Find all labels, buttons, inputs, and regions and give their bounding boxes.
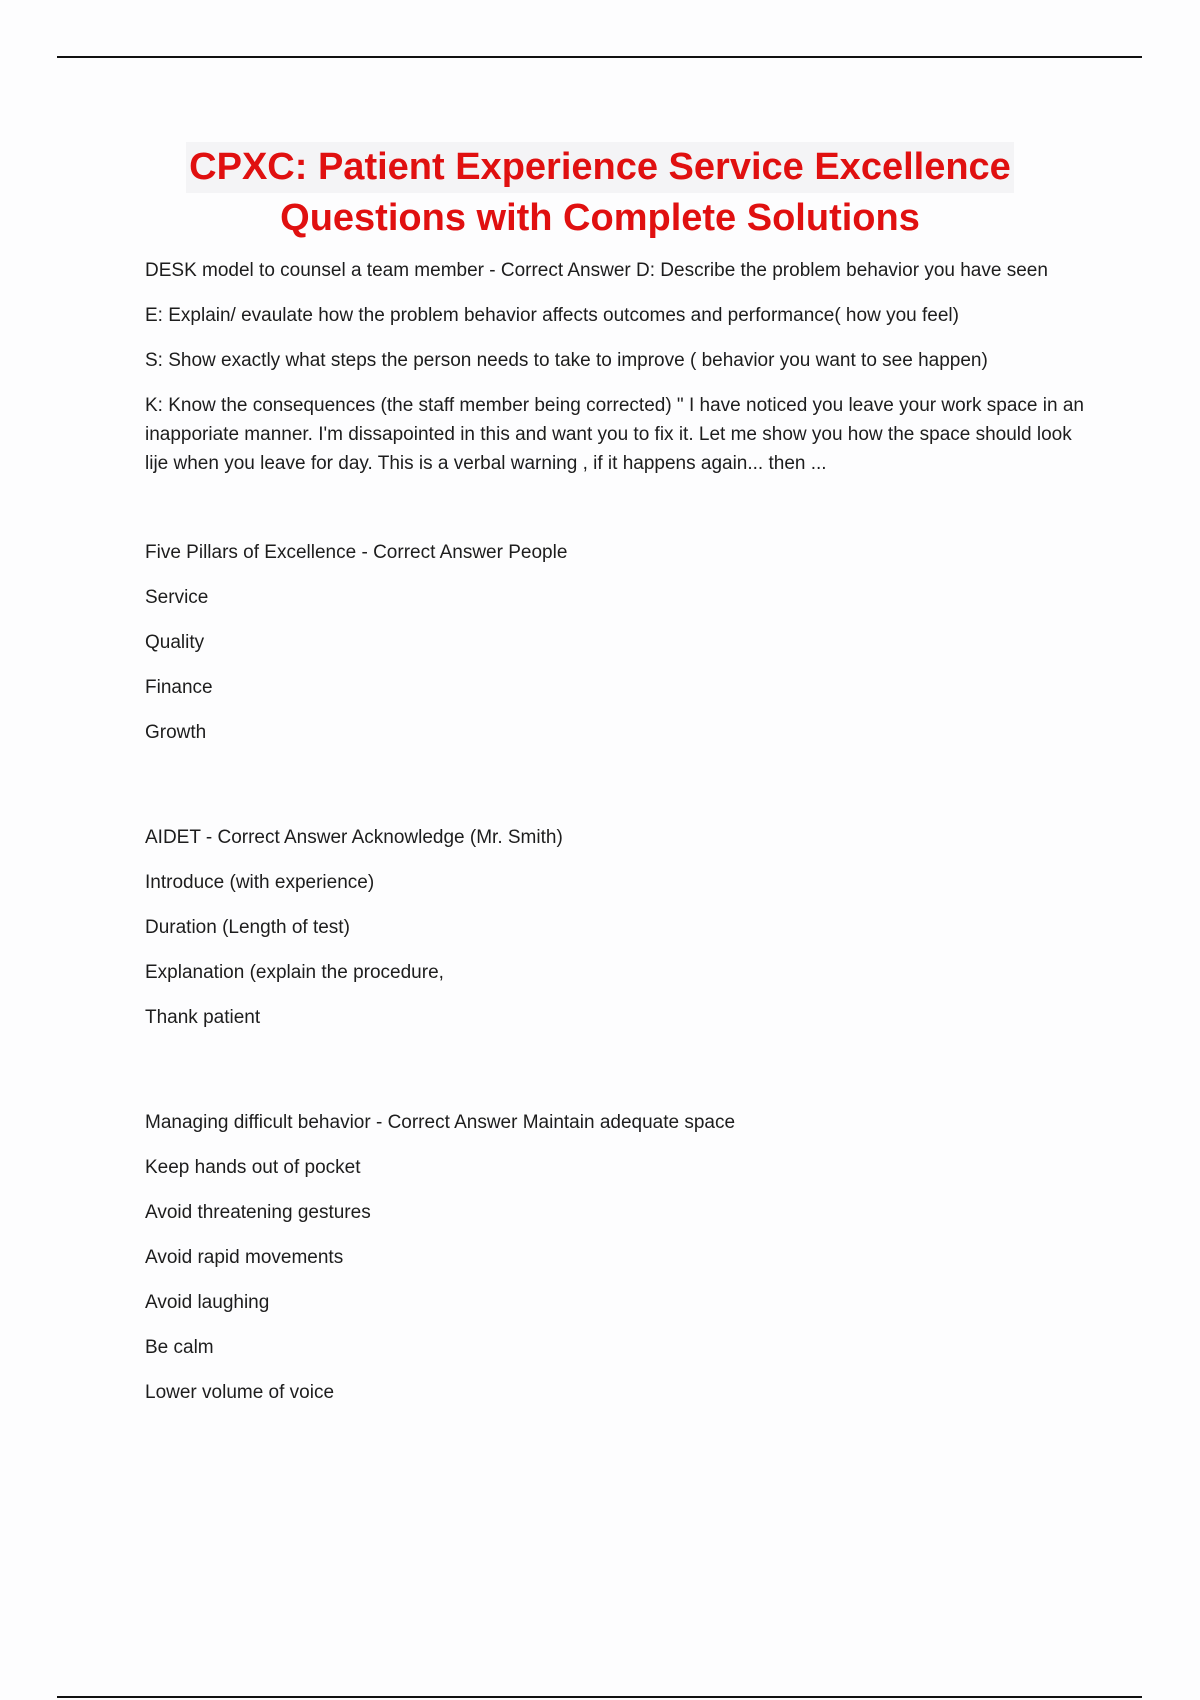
title-line-2: Questions with Complete Solutions bbox=[280, 197, 920, 239]
list-item: Avoid laughing bbox=[145, 1292, 270, 1313]
list-item: Keep hands out of pocket bbox=[145, 1157, 361, 1178]
list-item: Avoid threatening gestures bbox=[145, 1202, 371, 1223]
five-pillars-section bbox=[145, 538, 1095, 763]
desk-question: DESK model to counsel a team member - Correct Answer D: Describe the problem behavior you have seen bbox=[145, 260, 1048, 281]
list-item: Duration (Length of test) bbox=[145, 917, 350, 938]
list-item: Explanation (explain the procedure, bbox=[145, 962, 444, 983]
footer-rule bbox=[57, 1696, 1142, 1698]
document-body bbox=[145, 256, 1095, 1483]
list-item: Growth bbox=[145, 722, 207, 743]
five-pillars-question: Five Pillars of Excellence - Correct Answer People bbox=[145, 542, 568, 563]
document-title bbox=[0, 142, 1200, 244]
aidet-section bbox=[145, 823, 1095, 1048]
title-line-1: CPXC: Patient Experience Service Excellence bbox=[186, 142, 1014, 193]
aidet-question: AIDET - Correct Answer Acknowledge (Mr. Smith) bbox=[145, 827, 563, 848]
list-item: Finance bbox=[145, 677, 213, 698]
desk-know: K: Know the consequences (the staff member being corrected) " I have noticed you leave your work space in an inapporiate manner. I'm dissapointed in this and want you to fix it. Let me show you how the space should look lije when you leave for day. This is a verbal warning , if it happens again... then ... bbox=[145, 395, 1084, 474]
difficult-behavior-question: Managing difficult behavior - Correct Answer Maintain adequate space bbox=[145, 1112, 736, 1133]
desk-explain: E: Explain/ evaulate how the problem behavior affects outcomes and performance( how you feel) bbox=[145, 305, 959, 326]
desk-model-section bbox=[145, 256, 1095, 478]
desk-show: S: Show exactly what steps the person needs to take to improve ( behavior you want to see happen) bbox=[145, 350, 988, 371]
header-rule bbox=[57, 56, 1142, 58]
list-item: Avoid rapid movements bbox=[145, 1247, 344, 1268]
difficult-behavior-section bbox=[145, 1108, 1095, 1423]
list-item: Thank patient bbox=[145, 1007, 261, 1028]
list-item: Introduce (with experience) bbox=[145, 872, 375, 893]
list-item: Quality bbox=[145, 632, 205, 653]
list-item: Be calm bbox=[145, 1337, 214, 1358]
list-item: Lower volume of voice bbox=[145, 1382, 335, 1403]
list-item: Service bbox=[145, 587, 209, 608]
